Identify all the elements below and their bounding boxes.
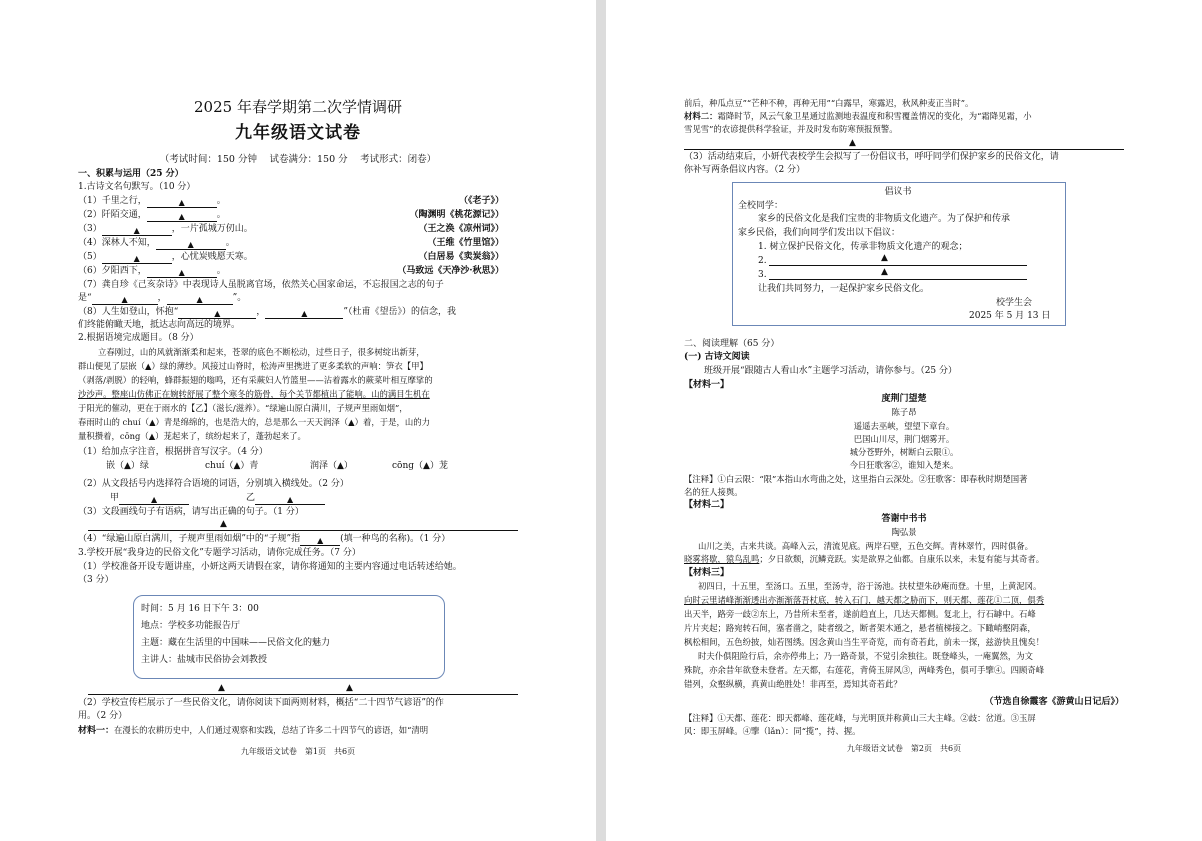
- q2-1-item-2: chuí（▲）青: [205, 461, 259, 471]
- travel-line-1: 初四日，十五里，至汤口。五里，至汤寺，浴于汤池。扶杖望朱砂庵而登。十里，上黄泥冈。: [698, 581, 1042, 591]
- essay-line-2: 晓雾将歇，猿鸟乱鸣；夕日欲颓，沉鳞竞跃。实是欲界之仙都。自康乐以来，未复有能与其奇者。: [684, 554, 1045, 564]
- poem-line-1: 遥遥去巫峡，望望下章台。: [853, 421, 955, 431]
- notice-speaker: 主讲人：盐城市民俗协会刘教授: [141, 655, 268, 665]
- q2-1-prompt: （1）给加点字注音，根据拼音写汉字。（4 分）: [78, 447, 268, 457]
- material-1: 材料一：在漫长的农耕历史中，人们通过观察和实践，总结了许多二十四节气的谚语，如“清明: [78, 725, 429, 736]
- q3-1-score: （3 分）: [78, 575, 114, 585]
- q1-7-answer: 是“ ▲ ， ▲ ”。: [78, 293, 247, 304]
- exam-page-2: [606, 0, 1202, 841]
- q2-para-line-5: 于阳光的催动，更在于雨水的【乙】（滋长/滋养）。“绿遍山原白满川，子规声里雨如烟”，: [78, 403, 408, 413]
- exam-page-1: [0, 0, 596, 841]
- q2-para-line-3: （剥落/剥脱）的轻响，蜂群振翅的嗡鸣，还有采蕨妇人竹篮里——沾着露水的蕨菜叶相互摩挲的: [78, 375, 433, 385]
- essay-line-1: 山川之美，古来共谈。高峰入云，清流见底。两岸石壁，五色交辉。青林翠竹，四时俱备。: [698, 541, 1033, 551]
- q2-1-item-3: 润泽（▲）: [310, 461, 353, 471]
- q1-item-2: （2）阡陌交通， ▲ 。: [78, 210, 226, 221]
- answer-line-marker: ▲: [346, 683, 353, 693]
- proposal-para-1: 家乡的民俗文化是我们宝贵的非物质文化遗产。为了保护和传承: [758, 214, 1011, 224]
- note-1-line-1: 【注释】①白云限：“限”本指山水弯曲之处，这里指白云深处。②狂歌客：即春秋时期楚国著: [684, 474, 1028, 484]
- proposal-date: 2025 年 5 月 13 日: [969, 311, 1051, 321]
- proposal-greeting: 全校同学：: [738, 201, 784, 211]
- poem-line-2: 巴国山川尽，荆门烟雾开。: [853, 434, 955, 444]
- q2-para-line-6: 春雨时山的 chuí（▲）青是绵绵的，也是浩大的，总是那么一天天润泽（▲）着，于是，山的力: [78, 417, 430, 427]
- q3-title: 3.学校开展“我身边的民俗文化”专题学习活动，请你完成任务。（7 分）: [78, 548, 361, 558]
- q1-8-cont: 们终能俯瞰天地，抵达志向高远的境界。: [78, 320, 241, 330]
- proposal-signature: 校学生会: [996, 298, 1033, 308]
- note-1-line-2: 名的狂人接舆。: [684, 487, 743, 497]
- q1-source-4: （王维《竹里馆》）: [427, 238, 504, 248]
- essay-author: 陶弘景: [891, 527, 917, 537]
- answer-line: [684, 149, 1124, 150]
- travel-line-6: 时夫仆俱阻险行后，余亦停弗上；乃一路奇景，不觉引余独往。既登峰头，一庵翼然，为文: [698, 651, 1033, 661]
- subsection1-intro: 班级开展“跟随古人看山水”主题学习活动，请你参与。（25 分）: [704, 366, 958, 376]
- q2-4-prompt: （4）“绿遍山原白满川，子规声里雨如烟”中的“子规”指 ▲ (填一种鸟的名称)。（1 分）: [78, 534, 451, 545]
- proposal-ending: 让我们共同努力，一起保护家乡民俗文化。: [758, 284, 930, 294]
- answer-line-marker: ▲: [881, 267, 888, 277]
- section2-heading: 二、阅读理解（65 分）: [684, 339, 780, 349]
- q1-item-6: （6）夕阳西下， ▲ 。: [78, 266, 226, 277]
- subsection1-heading: (一) 古诗文阅读: [684, 352, 750, 362]
- proposal-item-2: 2.: [758, 256, 767, 266]
- q1-item-3: （3） ▲ ，一片孤城万仞山。: [78, 224, 253, 235]
- q2-title: 2.根据语境完成题目。（8 分）: [78, 333, 199, 343]
- page-footer: 九年级语文试卷 第1页 共6页: [240, 747, 356, 756]
- q1-source-3: （王之涣《凉州词》）: [418, 224, 504, 234]
- answer-line-marker: ▲: [218, 683, 225, 693]
- q2-2-answer-a: 甲 ▲: [110, 492, 189, 505]
- q2-2-prompt: （2）从文段括号内选择符合语境的词语，分别填入横线处。（2 分）: [78, 479, 349, 489]
- exam-info: （考试时间：150 分钟 试卷满分：150 分 考试形式：闭卷）: [159, 154, 437, 165]
- notice-place: 地点：学校多功能报告厅: [141, 621, 241, 631]
- q1-7-prompt: （7）龚自珍《己亥杂诗》中表现诗人虽脱离官场，依然关心国家命运，不忘报国之志的句子: [78, 280, 444, 290]
- q3-1-prompt: （1）学校准备开设专题讲座，小妍这两天请假在家，请你将通知的主要内容通过电话转述给她。: [78, 562, 462, 572]
- material-2-line-1: 材料二：霜降时节，风云气象卫星通过监测地表温度和积雪覆盖情况的变化，为“霜降见霜，小: [684, 111, 1032, 121]
- material-3-label: 【材料三】: [684, 568, 730, 578]
- proposal-title: 倡议书: [884, 187, 912, 197]
- proposal-answer-line-2: [769, 279, 1027, 280]
- note-3-line-2: 风：即玉屏峰。④擥（lǎn）：同“揽”，持、握。: [684, 726, 861, 736]
- notice-topic: 主题：藏在生活里的中国味——民俗文化的魅力: [141, 638, 331, 648]
- q2-para-line-1: 立春刚过，山的风就渐渐柔和起来，苍翠的底色不断松动，过些日子，很多树绽出新芽，: [98, 347, 425, 357]
- q1-item-4: （4）深林人不知， ▲ 。: [78, 238, 235, 249]
- q2-3-prompt: （3）文段画线句子有语病，请写出正确的句子。（1 分）: [78, 507, 304, 517]
- q1-source-5: （白居易《卖炭翁》）: [418, 252, 504, 262]
- answer-line: [88, 694, 518, 695]
- notice-time: 时间：5 月 16 日下午 3：00: [141, 604, 259, 614]
- answer-line: [88, 530, 518, 531]
- proposal-item-1: 1. 树立保护民俗文化，传承非物质文化遗产的观念；: [758, 242, 968, 252]
- q2-para-line-2: 群山便见了层嵌（▲）绿的薄纱。风接过山脊时，松涛声里携进了更多柔软的声响：笋衣【甲】: [78, 361, 428, 371]
- q2-2-answer-b: 乙 ▲: [246, 492, 325, 505]
- q1-title: 1.古诗文名句默写。（10 分）: [78, 182, 196, 192]
- exam-title-line2: 九年级语文试卷: [235, 123, 361, 143]
- poem-title: 度荆门望楚: [881, 394, 927, 404]
- q2-1-item-4: cōng（▲）茏: [392, 461, 448, 471]
- travel-line-3: 出天半，路旁一歧②东上，乃昔所未至者，遂前趋直上，几达天都侧。复北上，行石罅中。石峰: [684, 609, 1036, 619]
- travel-line-8: 错列，众壑纵横，真黄山绝胜处！非再至，焉知其奇若此？: [684, 679, 902, 689]
- q1-item-5: （5） ▲ ，心忧炭贱愿天寒。: [78, 252, 253, 263]
- note-3-line-1: 【注释】①天都、莲花：即天都峰、莲花峰，与光明顶并称黄山三大主峰。②歧：岔道。③玉屏: [684, 713, 1036, 723]
- proposal-answer-line-1: [769, 265, 1027, 266]
- q3-2-prompt: （2）学校宣传栏展示了一些民俗文化，请你阅读下面两则材料，概括“二十四节气谚语”的作: [78, 698, 444, 708]
- material-1-label: 【材料一】: [684, 380, 730, 390]
- poem-author: 陈子昂: [891, 407, 917, 417]
- answer-line-marker: ▲: [220, 519, 227, 529]
- q3-2-score: 用。（2 分）: [78, 711, 128, 721]
- travel-line-2: 向时云里诸峰渐渐透出亦渐渐落吾杖底，转入石门，越天都之胁而下，则天都、莲花①二顶，俱秀: [684, 595, 1045, 605]
- travel-source: （节选自徐霞客《游黄山日记后》）: [984, 697, 1124, 707]
- material-1-cont: 前后，种瓜点豆”“芒种不种，再种无用”“白露早，寒露迟，秋风种麦正当时”。: [684, 98, 974, 108]
- answer-line-marker: ▲: [881, 253, 888, 263]
- proposal-para-2: 家乡民俗，我们向同学们发出以下倡议：: [738, 228, 901, 238]
- poem-line-3: 城分苍野外，树断白云限①。: [849, 447, 959, 457]
- q2-1-item-1: 嵌（▲）绿: [106, 461, 149, 471]
- answer-line-marker: ▲: [849, 138, 856, 148]
- q1-source-1: （《老子》）: [458, 196, 504, 206]
- essay-title: 答谢中书书: [881, 514, 927, 524]
- q1-source-2: （陶渊明《桃花源记》）: [409, 210, 504, 220]
- material-2-label: 【材料二】: [684, 500, 730, 510]
- section1-heading: 一、积累与运用（25 分）: [78, 169, 184, 179]
- q3-3-prompt: （3）活动结束后，小妍代表校学生会拟写了一份倡议书，呼吁同学们保护家乡的民俗文化，请: [684, 152, 1059, 162]
- q1-item-1: （1）千里之行， ▲ 。: [78, 196, 226, 207]
- poem-line-4: 今日狂歌客②，谁知入楚来。: [849, 460, 959, 470]
- page-gutter: [596, 0, 606, 841]
- material-2-line-2: 雪见雪”的农谚提供科学验证，并及时发布防寒预报预警。: [684, 124, 898, 134]
- travel-line-5: 枫松相间，五色纷披，灿若图绣。因念黄山当生平奇览，而有奇若此，前未一探，兹游快且愧矣！: [684, 637, 1045, 647]
- q1-8-prompt: （8）人生如登山，怀抱“ ▲ ， ▲ ”（杜甫《望岳》）的信念，我: [78, 307, 456, 318]
- q3-3-score: 你补写两条倡议内容。（2 分）: [684, 165, 806, 175]
- exam-title-line1: 2025 年春学期第二次学情调研: [194, 98, 402, 116]
- page-footer: 九年级语文试卷 第2页 共6页: [846, 744, 962, 753]
- proposal-item-3: 3.: [758, 270, 767, 280]
- travel-line-4: 片片夹起；路宛转石间，塞者凿之，陡者级之，断者架木通之，悬者植梯接之。下瞰峭壑阴森，: [684, 623, 1036, 633]
- q1-source-6: （马致远《天净沙·秋思》）: [397, 266, 504, 276]
- q2-para-line-7: 量积攒着，cōng（▲）茏起来了，缤纷起来了，蓬勃起来了。: [78, 431, 306, 441]
- travel-line-7: 殊院，亦余昔年欲登未登者。左天都，右莲花，背倚玉屏风③，两峰秀色，俱可手擥④。四顾奇峰: [684, 665, 1045, 675]
- q2-para-line-4: 沙沙声。整座山仿佛正在婉转舒展了整个寒冬的筋骨，每个关节都植出了能响。山的满目生机在: [78, 389, 430, 399]
